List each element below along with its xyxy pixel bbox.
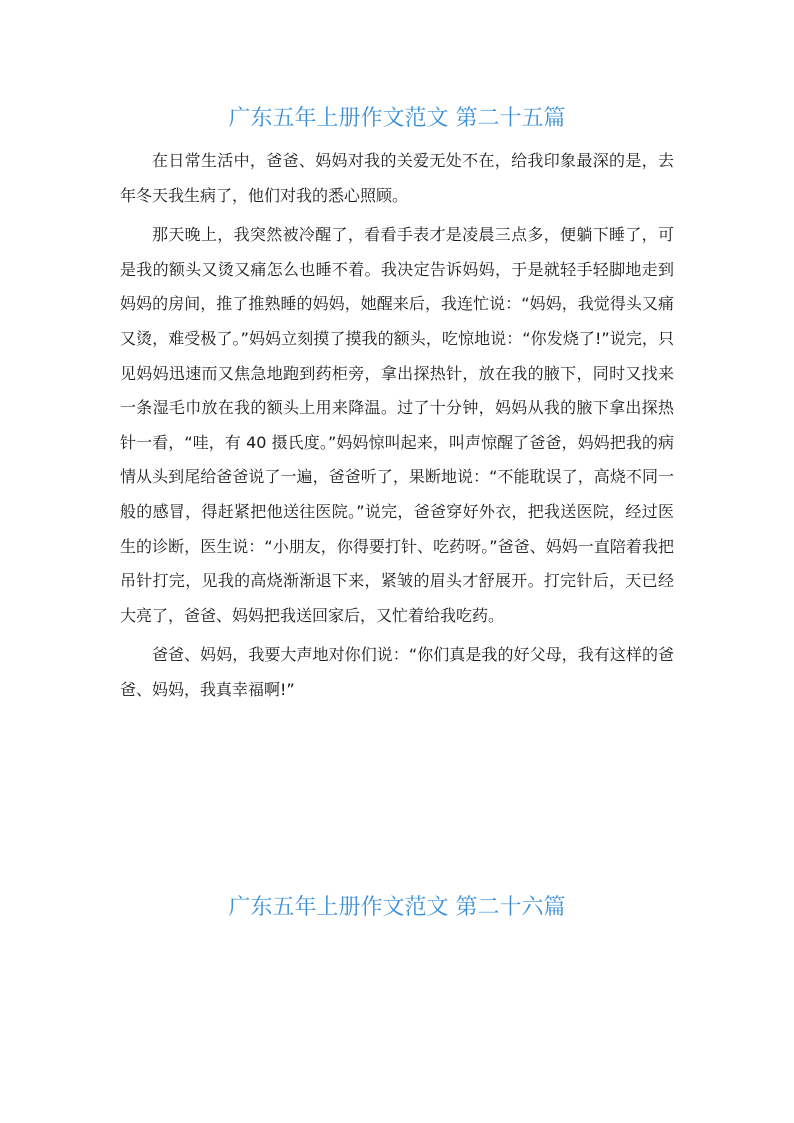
essay-paragraph-3: 爸爸、妈妈，我要大声地对你们说：“你们真是我的好父母，我有这样的爸爸、妈妈，我真幸福啊!”	[120, 645, 674, 699]
essay-title: 广东五年上册作文范文 第二十五篇	[228, 106, 566, 131]
next-essay-title: 广东五年上册作文范文 第二十六篇	[228, 895, 566, 920]
essay-body	[120, 144, 674, 708]
essay-paragraph-2: 那天晚上，我突然被冷醒了，看看手表才是凌晨三点多，便躺下睡了，可是我的额头又烫又痛怎么也睡不着。我决定告诉妈妈，于是就轻手轻脚地走到妈妈的房间，推了推熟睡的妈妈，她醒来后，我连忙说：“妈妈，我觉得头又痛又烫，难受极了。”妈妈立刻摸了摸我的额头，吃惊地说：“你发烧了!”说完，只见妈妈迅速而又焦急地跑到药柜旁，拿出探热针，放在我的腋下，同时又找来一条湿毛巾放在我的额头上用来降温。过了十分钟，妈妈从我的腋下拿出探热针一看，“哇，有 40 摄氏度。”妈妈惊叫起来，叫声惊醒了爸爸，妈妈把我的病情从头到尾给爸爸说了一遍，爸爸听了，果断地说：“不能耽误了，高烧不同一般的感冒，得赶紧把他送往医院。”说完，爸爸穿好外衣，把我送医院，经过医生的诊断，医生说：“小朋友，你得要打针、吃药呀。”爸爸、妈妈一直陪着我把吊针打完，见我的高烧渐渐退下来，紧皱的眉头才舒展开。打完针后，天已经大亮了，爸爸、妈妈把我送回家后，又忙着给我吃药。	[120, 225, 674, 625]
essay-paragraph-1: 在日常生活中，爸爸、妈妈对我的关爱无处不在，给我印象最深的是，去年冬天我生病了，他们对我的悉心照顾。	[120, 151, 674, 205]
